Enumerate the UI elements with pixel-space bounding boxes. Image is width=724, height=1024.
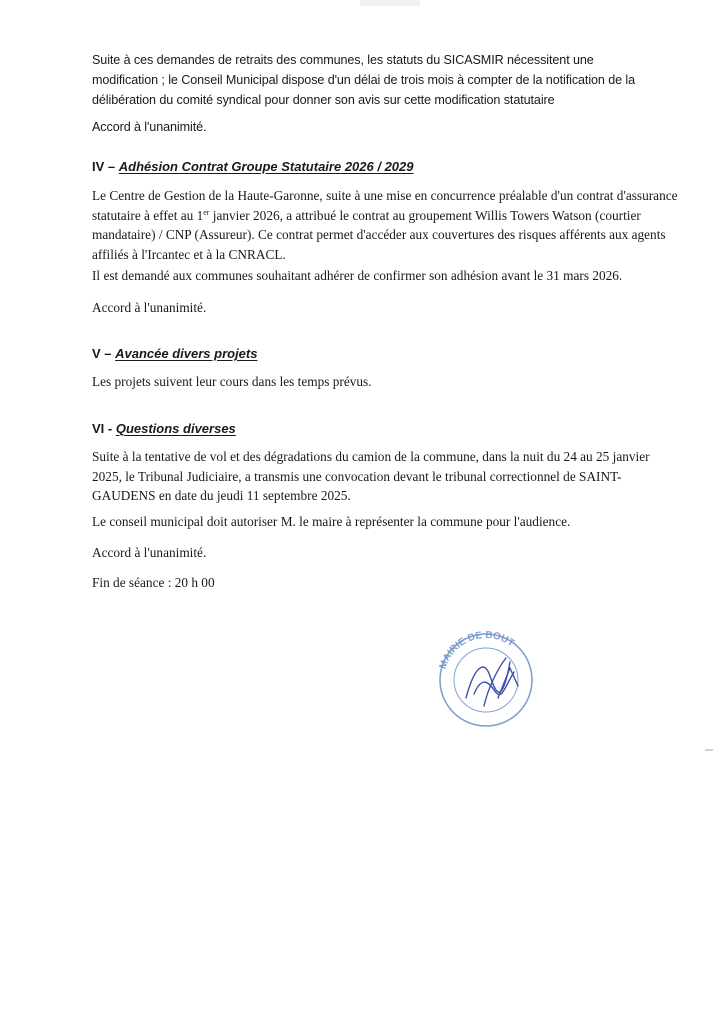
stamp-text (438, 630, 517, 671)
section-5-heading (92, 345, 257, 363)
section-6-line: 2025, le Tribunal Judiciaire, a transmis une convocation devant le tribunal correctionnel de SAINT- (92, 468, 622, 484)
scan-artifact (705, 749, 713, 751)
section-6-vote: Accord à l'unanimité. (92, 545, 207, 560)
intro-line: délibération du comité syndical pour donner son avis sur cette modification statutaire (92, 93, 555, 107)
intro-paragraph (92, 50, 652, 110)
scan-artifact (360, 0, 420, 6)
section-4-line: affiliés à l'Ircantec et à la CNRACL. (92, 246, 286, 262)
signature-icon (466, 658, 518, 706)
section-4-vote: Accord à l'unanimité. (92, 300, 207, 315)
section-4-paragraph (92, 186, 678, 264)
section-4-number: IV – (92, 159, 119, 174)
section-6-number: VI - (92, 421, 116, 436)
intro-line: Suite à ces demandes de retraits des communes, les statuts du SICASMIR nécessitent une (92, 53, 594, 67)
stamp-text-path: MAIRIE DE BOUT (437, 629, 517, 671)
stamp-inner-ring (454, 648, 518, 712)
section-6-authorization: Le conseil municipal doit autoriser M. le maire à représenter la commune pour l'audience. (92, 514, 571, 529)
section-6-title: Questions diverses (115, 421, 236, 436)
section-4-deadline: Il est demandé aux communes souhaitant adhérer de confirmer son adhésion avant le 31 mars 2026. (92, 268, 623, 283)
section-5-title: Avancée divers projets (115, 346, 258, 361)
section-4-line (92, 206, 652, 226)
intro-vote: Accord à l'unanimité. (92, 120, 207, 134)
section-4-title: Adhésion Contrat Groupe Statutaire 2026 / 2029 (118, 159, 414, 174)
section-6-line: GAUDENS en date du jeudi 11 septembre 2025. (92, 488, 351, 503)
section-5-number: V – (92, 346, 116, 361)
section-4-heading (92, 158, 414, 176)
text-fragment: statutaire à effet au 1 (92, 207, 204, 223)
text-fragment: janvier 2026, a attribué le contrat au groupement Willis Towers Watson (courtier (209, 207, 641, 223)
section-6-line: Suite à la tentative de vol et des dégradations du camion de la commune, dans la nuit du 24 au 25 janvier (92, 449, 650, 464)
session-end: Fin de séance : 20 h 00 (92, 575, 215, 590)
section-5-paragraph: Les projets suivent leur cours dans les temps prévus. (92, 374, 372, 389)
intro-line: modification ; le Conseil Municipal dispose d'un délai de trois mois à compter de la notification de la (92, 73, 636, 87)
mairie-stamp (414, 628, 554, 728)
superscript: er (203, 207, 210, 217)
section-4-line: Le Centre de Gestion de la Haute-Garonne, suite à une mise en concurrence préalable d'un contrat d'assurance (92, 188, 678, 203)
section-6-paragraph (92, 447, 652, 506)
section-6-heading (92, 420, 236, 438)
section-4-line: mandataire) / CNP (Assureur). Ce contrat permet d'accéder aux couvertures des risques afférents aux agents (92, 227, 666, 242)
